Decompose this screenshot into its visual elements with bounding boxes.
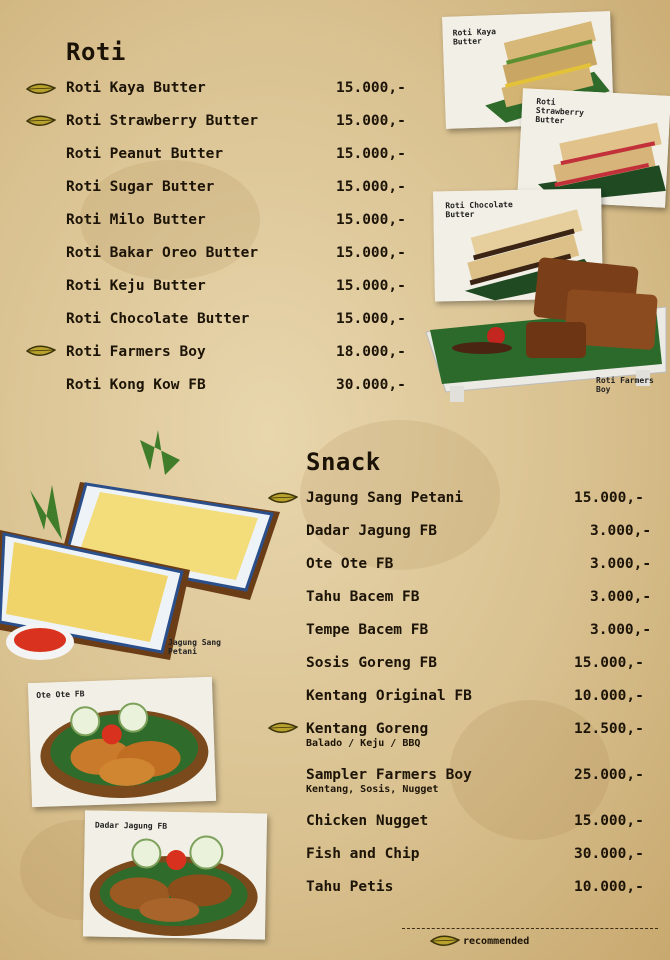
item-price: 15.000,- — [574, 813, 644, 829]
item-name: Roti Milo Butter — [66, 212, 206, 228]
menu-item — [306, 813, 656, 846]
item-name: Sosis Goreng FB — [306, 655, 437, 671]
item-name: Tahu Petis — [306, 879, 394, 895]
menu-item — [66, 113, 416, 146]
photo-label: Dadar Jagung FB — [94, 820, 168, 831]
menu-item — [66, 278, 416, 311]
recommended-leaf-icon — [268, 721, 298, 735]
item-name: Chicken Nugget — [306, 813, 429, 829]
item-price: 15.000,- — [336, 245, 406, 261]
item-name: Jagung Sang Petani — [306, 490, 464, 506]
item-price: 15.000,- — [336, 80, 406, 96]
photo-dadar-jagung — [83, 810, 267, 939]
menu-item — [306, 490, 656, 523]
item-price: 15.000,- — [574, 655, 644, 671]
item-price: 15.000,- — [336, 146, 406, 162]
photo-label: Roti Chocolate Butter — [445, 200, 513, 220]
menu-item — [66, 80, 416, 113]
item-price: 3.000,- — [590, 523, 652, 539]
menu-item — [66, 311, 416, 344]
item-name: Roti Chocolate Butter — [66, 311, 250, 327]
photo-ote-ote — [28, 677, 216, 807]
menu-item — [306, 556, 656, 589]
recommended-leaf-icon — [26, 82, 56, 96]
photo-label: Roti Strawberry Butter — [535, 96, 585, 126]
menu-item — [66, 179, 416, 212]
item-price: 15.000,- — [336, 179, 406, 195]
legend-divider — [402, 928, 658, 929]
menu-item — [66, 377, 416, 410]
item-price: 3.000,- — [590, 589, 652, 605]
photo-roti-farmers — [416, 252, 670, 402]
legend-label: recommended — [463, 936, 530, 947]
item-name: Roti Kaya Butter — [66, 80, 206, 96]
item-price: 15.000,- — [574, 490, 644, 506]
item-name: Roti Kong Kow FB — [66, 377, 206, 393]
item-price: 3.000,- — [590, 556, 652, 572]
photo-label: Ote Ote FB — [36, 689, 85, 700]
item-price: 15.000,- — [336, 113, 406, 129]
menu-item — [306, 846, 656, 879]
snack-menu-list — [306, 490, 656, 912]
item-name: Roti Strawberry Butter — [66, 113, 259, 129]
recommended-leaf-icon — [430, 934, 460, 948]
photo-jagung — [0, 430, 286, 670]
item-price: 30.000,- — [336, 377, 406, 393]
item-name: Kentang Original FB — [306, 688, 472, 704]
menu-item — [306, 655, 656, 688]
snack-section-title: Snack — [306, 448, 381, 476]
photo-label: Roti Kaya Butter — [452, 27, 497, 47]
item-price: 15.000,- — [336, 212, 406, 228]
item-subtitle: Kentang, Sosis, Nugget — [306, 784, 439, 795]
item-price: 10.000,- — [574, 688, 644, 704]
jagung-sang-petani-image — [0, 430, 286, 670]
item-price: 15.000,- — [336, 311, 406, 327]
item-name: Roti Keju Butter — [66, 278, 206, 294]
item-price: 12.500,- — [574, 721, 644, 737]
item-subtitle: Balado / Keju / BBQ — [306, 738, 421, 749]
photo-label: Roti Farmers Boy — [596, 376, 654, 394]
item-price: 18.000,- — [336, 344, 406, 360]
menu-item — [66, 212, 416, 245]
item-name: Roti Sugar Butter — [66, 179, 215, 195]
menu-item — [306, 767, 656, 813]
menu-item — [66, 146, 416, 179]
menu-item — [306, 721, 656, 767]
item-name: Tempe Bacem FB — [306, 622, 429, 638]
photo-label: Jagung Sang Petani — [168, 638, 221, 656]
item-price: 15.000,- — [336, 278, 406, 294]
item-price: 10.000,- — [574, 879, 644, 895]
menu-item — [306, 523, 656, 556]
item-name: Tahu Bacem FB — [306, 589, 420, 605]
item-name: Ote Ote FB — [306, 556, 394, 572]
item-name: Dadar Jagung FB — [306, 523, 437, 539]
item-name: Roti Bakar Oreo Butter — [66, 245, 259, 261]
menu-item — [306, 622, 656, 655]
menu-item — [306, 688, 656, 721]
roti-menu-list — [66, 80, 416, 410]
item-name: Fish and Chip — [306, 846, 420, 862]
menu-item — [66, 245, 416, 278]
menu-item — [306, 879, 656, 912]
item-price: 25.000,- — [574, 767, 644, 783]
menu-item — [306, 589, 656, 622]
recommended-leaf-icon — [26, 344, 56, 358]
menu-item — [66, 344, 416, 377]
item-name: Kentang Goreng — [306, 721, 429, 737]
recommended-leaf-icon — [26, 114, 56, 128]
item-name: Roti Farmers Boy — [66, 344, 206, 360]
roti-section-title: Roti — [66, 38, 126, 66]
item-price: 30.000,- — [574, 846, 644, 862]
item-name: Sampler Farmers Boy — [306, 767, 472, 783]
item-name: Roti Peanut Butter — [66, 146, 224, 162]
item-price: 3.000,- — [590, 622, 652, 638]
